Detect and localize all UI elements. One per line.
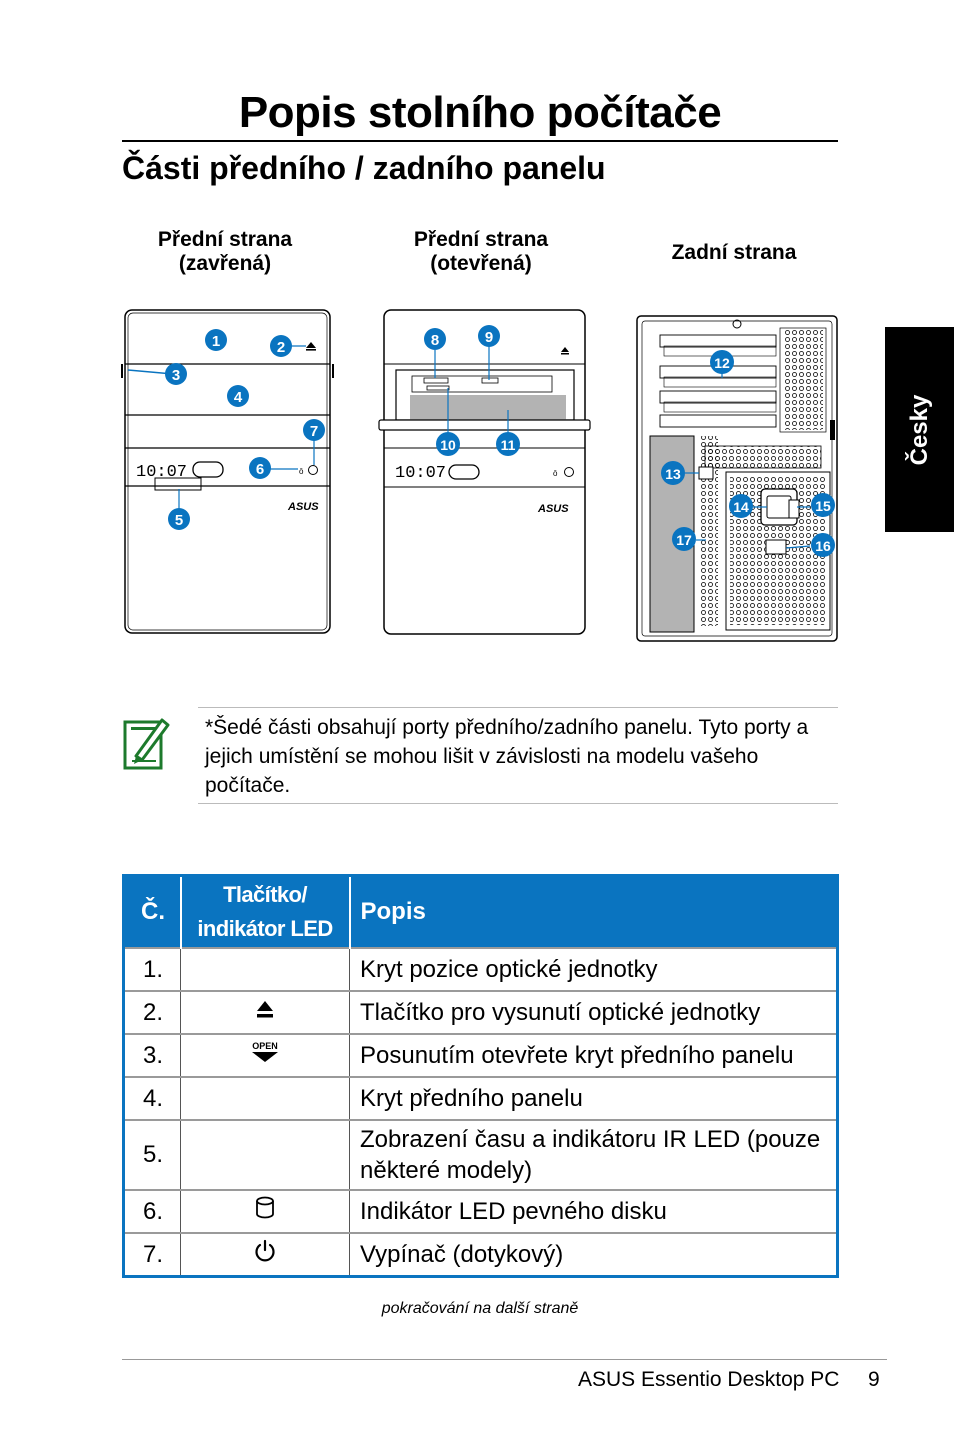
asus-logo-open: ASUS	[538, 503, 569, 515]
note-pencil-icon	[122, 712, 172, 772]
svg-text:12: 12	[714, 355, 730, 371]
note-rule-bottom	[198, 803, 838, 804]
callout-13	[661, 461, 685, 485]
row-number: 3.	[124, 1034, 181, 1077]
front-closed-diagram	[122, 310, 333, 633]
note-text: *Šedé části obsahují porty předního/zadního panelu. Tyto porty a jejich umístění se mohou lišit v závislosti na modelu vašeho počítače.	[205, 716, 809, 797]
panel-diagrams	[0, 0, 954, 700]
clock-display: 10:07	[136, 463, 188, 482]
front-closed-label-line1: Přední strana	[157, 228, 293, 251]
rear-label: Zadní strana	[671, 241, 797, 264]
svg-text:14: 14	[733, 499, 749, 515]
svg-text:ȏ: ȏ	[299, 467, 304, 476]
row-description: Kryt předního panelu	[350, 1077, 838, 1120]
header-button-line1: Tlačítko/	[223, 882, 307, 907]
table-row	[124, 948, 838, 991]
row-description: Tlačítko pro vysunutí optické jednotky	[350, 991, 838, 1034]
front-open-label-line2: (otevřená)	[430, 252, 532, 275]
callout-5	[168, 508, 190, 530]
header-button	[181, 876, 350, 949]
row-number: 1.	[124, 948, 181, 991]
svg-text:1: 1	[211, 333, 221, 350]
front-port-area	[410, 395, 566, 423]
svg-text:7: 7	[309, 423, 319, 440]
row-description: Kryt pozice optické jednotky	[350, 948, 838, 991]
language-tab-label: Česky	[905, 394, 933, 465]
clock-display-open: 10:07	[395, 464, 447, 483]
footer-rule	[122, 1359, 887, 1360]
svg-text:5: 5	[174, 512, 184, 529]
callout-9	[478, 325, 500, 347]
svg-text:3: 3	[171, 367, 181, 384]
callout-7	[303, 419, 325, 441]
table-row	[124, 991, 838, 1034]
power-icon	[253, 1239, 277, 1263]
section-title: Části předního / zadního panelu	[122, 150, 606, 186]
row-icon-cell	[181, 948, 350, 991]
table-row	[124, 1077, 838, 1120]
svg-text:6: 6	[255, 461, 265, 478]
page-title: Popis stolního počítače	[238, 88, 722, 137]
svg-text:16: 16	[815, 538, 831, 554]
svg-text:15: 15	[815, 498, 831, 514]
callout-1	[205, 329, 227, 351]
header-button-line2: indikátor LED	[197, 916, 333, 941]
svg-text:11: 11	[500, 437, 516, 453]
table-row	[124, 1233, 838, 1277]
row-icon-cell	[181, 1120, 350, 1190]
continuation-note: pokračování na další straně	[381, 1300, 579, 1317]
callout-14	[729, 494, 753, 518]
row-icon-cell	[181, 1077, 350, 1120]
row-number: 6.	[124, 1190, 181, 1233]
svg-text:OPEN: OPEN	[252, 1041, 278, 1051]
front-open-diagram	[379, 310, 590, 634]
row-number: 2.	[124, 991, 181, 1034]
row-number: 4.	[124, 1077, 181, 1120]
svg-text:2: 2	[276, 339, 286, 356]
row-description: Indikátor LED pevného disku	[350, 1190, 838, 1233]
row-icon-cell	[181, 991, 350, 1034]
callout-6	[249, 457, 271, 479]
eject-icon	[255, 998, 275, 1020]
svg-text:4: 4	[233, 389, 243, 406]
open-arrow-icon	[246, 1041, 284, 1063]
callout-8	[424, 328, 446, 350]
note-rule-top	[198, 707, 838, 708]
callout-2	[270, 335, 292, 357]
asus-logo: ASUS	[288, 501, 319, 513]
callout-11	[496, 432, 520, 456]
row-icon-cell	[181, 1034, 350, 1077]
front-closed-label-line2: (zavřená)	[178, 252, 272, 275]
callout-16	[811, 533, 835, 557]
svg-text:ȏ: ȏ	[553, 469, 558, 478]
row-icon-cell	[181, 1190, 350, 1233]
table-header-row	[124, 876, 838, 949]
svg-text:10: 10	[440, 437, 456, 453]
row-number: 5.	[124, 1120, 181, 1190]
header-number: Č.	[124, 876, 181, 949]
hdd-led-icon	[255, 1196, 275, 1220]
callout-15	[811, 493, 835, 517]
row-number: 7.	[124, 1233, 181, 1277]
callout-12	[710, 350, 734, 374]
svg-text:8: 8	[430, 332, 440, 349]
row-icon-cell	[181, 1233, 350, 1277]
table-row	[124, 1034, 838, 1077]
callout-3	[165, 363, 187, 385]
table-row	[124, 1190, 838, 1233]
callout-10	[436, 432, 460, 456]
svg-text:13: 13	[665, 466, 681, 482]
footer-product: ASUS Essentio Desktop PC	[578, 1368, 840, 1391]
svg-text:9: 9	[484, 329, 494, 346]
svg-text:17: 17	[676, 532, 692, 548]
row-description: Vypínač (dotykový)	[350, 1233, 838, 1277]
front-open-label-line1: Přední strana	[413, 228, 549, 251]
row-description: Posunutím otevřete kryt předního panelu	[350, 1034, 838, 1077]
callout-17	[672, 527, 696, 551]
parts-table	[122, 874, 839, 1278]
row-description: Zobrazení času a indikátoru IR LED (pouze některé modely)	[350, 1120, 838, 1190]
callout-4	[227, 385, 249, 407]
header-description: Popis	[350, 876, 838, 949]
page-number: 9	[868, 1368, 880, 1391]
table-row	[124, 1120, 838, 1190]
